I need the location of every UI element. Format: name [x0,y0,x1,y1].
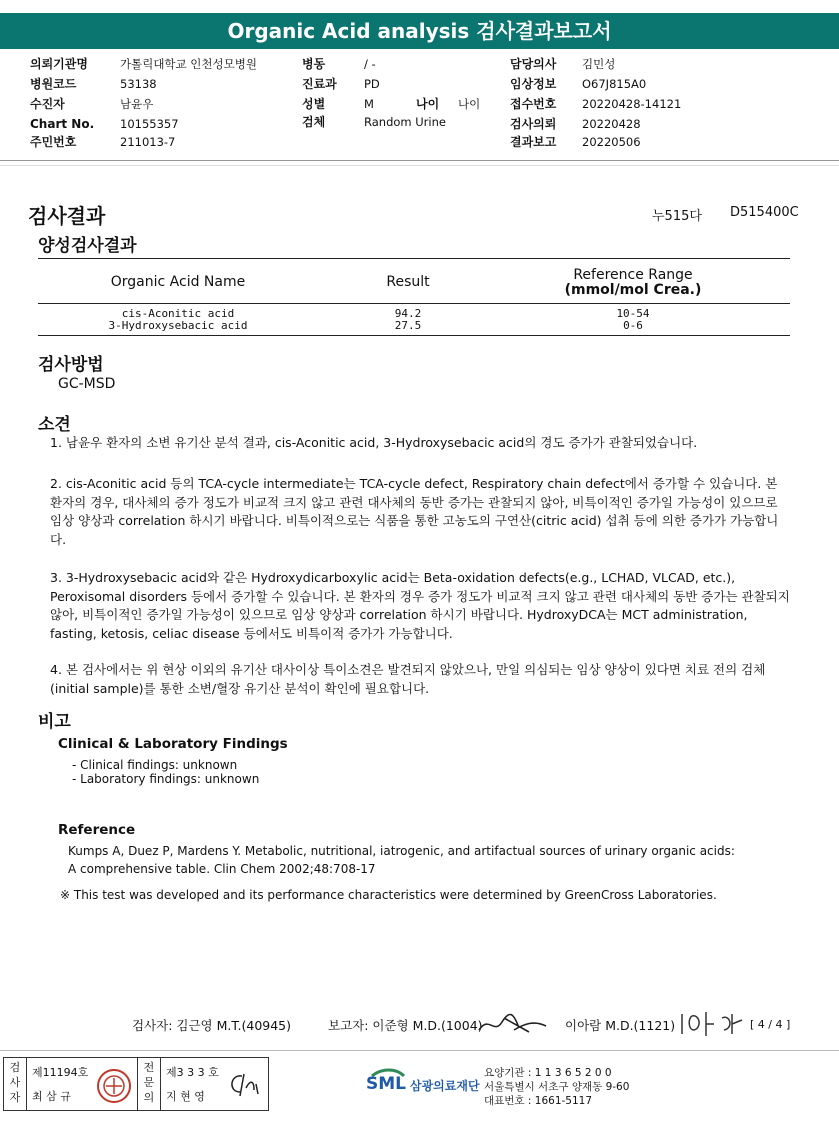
field-label: 성별 [302,97,326,111]
field-value: / - [364,57,376,71]
tester-signature: 검사자: 김근영 M.T.(40945) [132,1018,292,1033]
footer-divider [0,1050,839,1051]
disclaimer: ※ This test was developed and its performance characteristics were determined by GreenCross Laboratories. [60,888,717,902]
method-value: GC-MSD [58,376,116,392]
positive-results-heading: 양성검사결과 [38,236,137,256]
field-value: 10155357 [120,117,179,131]
lab-director-name: 최 삼 규 [32,1090,71,1103]
org-address: 서울특별시 서초구 양재동 9-60 [484,1081,630,1093]
clinical-item: - Clinical findings: unknown [72,758,238,772]
org-code: 요양기관 : 1 1 3 6 5 2 0 0 [484,1067,612,1079]
table-cell-result: 94.2 [394,307,422,320]
field-label: 담당의사 [510,57,557,71]
finding-paragraph: 3. 3-Hydroxysebacic acid와 같은 Hydroxydicarboxylic acid는 Beta-oxidation defects(e.g., LCHAD, VLCAD, etc.), Peroxisomal disorders 등에서 증가할 수 있습니다. 본 환자의 경우 증가 정도가 비교적 크지 않고 관련 대사체의 동반 증가는 관찰되지 않아, 비특이적인 증가일 가능성이 있으므로 임상 양상과 correlation 하시기 바랍니다. HydroxyDCA는 MCT administration, fasting, ketosis, celiac disease 등에서도 비특이적 증가가 가능합니다. [50,570,790,641]
reference-heading: Reference [58,822,136,838]
field-label: 검사의뢰 [510,117,557,131]
field-label: 수진자 [30,97,65,111]
field-label: 병동 [302,57,326,71]
table-cell-name: 3-Hydroxysebacic acid [108,319,248,332]
col-header-units: (mmol/mol Crea.) [564,282,702,298]
table-bottom-rule [38,335,790,336]
header-divider-2 [0,165,839,166]
table-header-rule [38,303,790,304]
reporter-signature: 보고자: 이준형 M.D.(1004) [328,1018,483,1033]
table-cell-range: 10-54 [616,307,650,320]
results-heading: 검사결과 [28,204,106,228]
field-value: 남윤우 [120,97,154,111]
field-value: 20220428-14121 [582,97,682,111]
col-header-name: Organic Acid Name [110,274,246,290]
table-top-rule [38,258,790,259]
finding-paragraph: 2. cis-Aconitic acid 등의 TCA-cycle intermediate는 TCA-cycle defect, Respiratory chain defect에서 증가할 수 있습니다. 본 환자의 경우, 대사체의 증가 정도가 비교적 크지 않고 관련 대사체의 동반 증가는 관찰되지 않아, 비특이적인 증가일 가능성이 있으므로 임상 양상과 correlation 하시기 바랍니다. 비특이적으로는 식품을 통한 고농도의 구연산(citric acid) 섭취 등에 의한 증가가 가능합니다. [50,476,779,547]
field-value: 20220506 [582,135,641,149]
specialist-license: 제3 3 3 호 [166,1066,219,1079]
finding-paragraph: 1. 남윤우 환자의 소변 유기산 분석 결과, cis-Aconitic acid, 3-Hydroxysebacic acid의 경도 증가가 관찰되었습니다. [50,435,698,450]
license-box [3,1057,269,1111]
table-cell-name: cis-Aconitic acid [121,307,235,320]
field-value: 53138 [120,77,157,91]
field-label: 임상정보 [510,77,557,91]
page-number: [ 4 / 4 ] [750,1018,791,1031]
report-title: Organic Acid analysis 검사결과보고서 [0,13,839,49]
lab-label: 검사자 [9,1061,21,1104]
field-value: 20220428 [582,117,641,131]
org-phone: 대표번호 : 1661-5117 [484,1095,593,1107]
field-label: 의뢰기관명 [30,57,88,71]
org-name: 삼광의료재단 [410,1079,480,1093]
field-label: Chart No. [30,117,95,131]
order-code: 누515다 [652,209,702,224]
method-heading: 검사방법 [38,355,104,375]
field-value: Random Urine [364,115,446,129]
finding-paragraph: 4. 본 검사에서는 위 현상 이외의 유기산 대사이상 특이소견은 발견되지 않았으나, 만일 의심되는 임상 양상이 있다면 치료 전의 검체 (initial sample)를 통한 소변/혈장 유기산 분석이 확인에 필요합니다. [50,662,766,696]
findings-heading: 소견 [38,415,71,435]
test-code: D515400C [730,205,799,220]
org-info [484,1066,629,1108]
clinical-heading: Clinical & Laboratory Findings [58,736,288,752]
field-value: 가톨릭대학교 인천성모병원 [120,57,257,71]
doctor-signature: 이아람 M.D.(1121) [565,1018,676,1033]
reference-text: A comprehensive table. Clin Chem 2002;48:708-17 [68,862,376,876]
field-value: PD [364,77,380,91]
seal-icon [96,1068,132,1104]
field-value: 김민성 [582,57,616,71]
specialist-name: 지 현 영 [166,1090,205,1103]
field-label: 접수번호 [510,97,557,111]
field-value: M [364,97,374,111]
reference-text: Kumps A, Duez P, Mardens Y. Metabolic, nutritional, iatrogenic, and artifactual sources of urinary organic acids: [68,844,735,858]
col-header-result: Result [386,274,430,290]
field-value: 211013-7 [120,135,176,149]
logo-text: SML [366,1074,406,1094]
handwritten-signature-icon [678,1008,748,1040]
handwritten-signature-icon [224,1070,264,1100]
specialist-label: 전문의 [143,1061,155,1104]
age-value: 나이 [458,97,481,111]
field-label: 주민번호 [30,135,77,149]
age-label: 나이 [416,97,440,111]
table-cell-result: 27.5 [394,319,422,332]
field-label: 진료과 [302,77,337,91]
col-header-range: Reference Range [573,267,693,283]
clinical-item: - Laboratory findings: unknown [72,772,260,786]
field-value: O67J815A0 [582,77,647,91]
table-cell-range: 0-6 [623,319,643,332]
header-divider [0,160,839,161]
field-label: 결과보고 [510,135,557,149]
field-label: 검체 [302,115,326,129]
remarks-heading: 비고 [38,712,71,732]
lab-license: 제11194호 [32,1066,89,1079]
field-label: 병원코드 [30,77,77,91]
signature-scribble-icon [474,1010,554,1040]
